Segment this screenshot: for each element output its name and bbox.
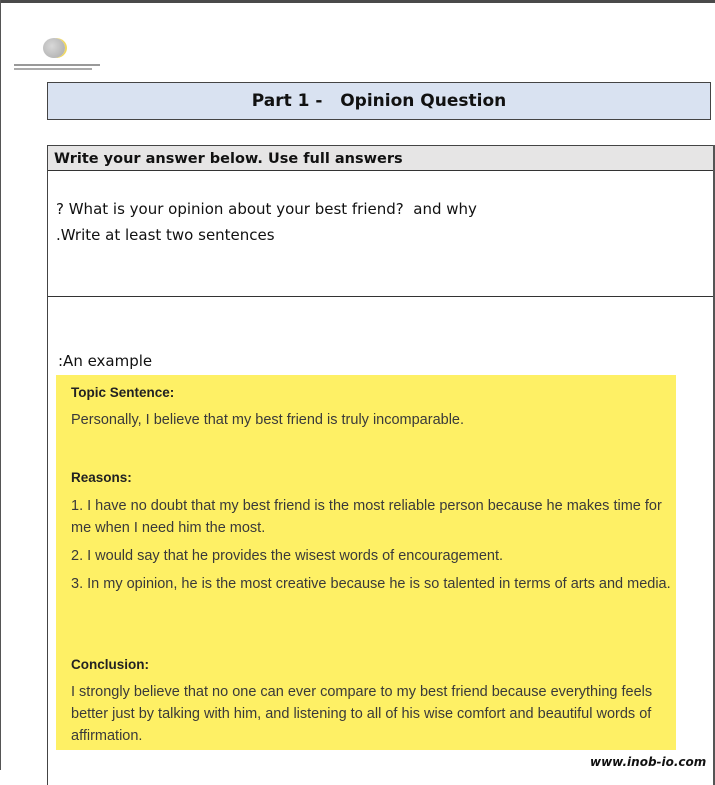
topic-sentence-text: Personally, I believe that my best friend is truly incomparable. xyxy=(71,412,465,428)
question-line-1: ? What is your opinion about your best friend? and why xyxy=(56,200,477,218)
answer-table xyxy=(47,145,715,785)
reasons-heading: Reasons: xyxy=(71,470,132,485)
question-cell xyxy=(48,172,713,297)
logo-caption-line xyxy=(14,64,100,66)
reason-item: 1. I have no doubt that my best friend is the most reliable person because he makes time for me when I need him the most. xyxy=(71,498,662,536)
conclusion-text: I strongly believe that no one can ever compare to my best friend because everything feels better just by talking with him, and listening to all of his wise comfort and beautiful words of affirmation. xyxy=(71,684,653,744)
tallem-logo-icon xyxy=(43,38,65,58)
question-line-2: .Write at least two sentences xyxy=(56,226,275,244)
part-title: Part 1 - Opinion Question xyxy=(47,82,711,120)
window-left-border xyxy=(0,0,1,770)
watermark-link[interactable]: www.inob-io.com xyxy=(590,755,707,769)
example-answer-box xyxy=(56,375,676,750)
reason-item: 2. I would say that he provides the wisest words of encouragement. xyxy=(71,548,504,564)
topic-sentence-heading: Topic Sentence: xyxy=(71,385,175,400)
answer-instructions-header: Write your answer below. Use full answers xyxy=(48,145,713,171)
logo-caption-line xyxy=(14,68,92,70)
organization-logo xyxy=(12,34,102,74)
reason-item: 3. In my opinion, he is the most creative because he is so talented in terms of arts and media. xyxy=(71,576,671,592)
conclusion-heading: Conclusion: xyxy=(71,657,149,672)
window-top-border xyxy=(0,0,715,3)
example-label: :An example xyxy=(58,352,153,370)
